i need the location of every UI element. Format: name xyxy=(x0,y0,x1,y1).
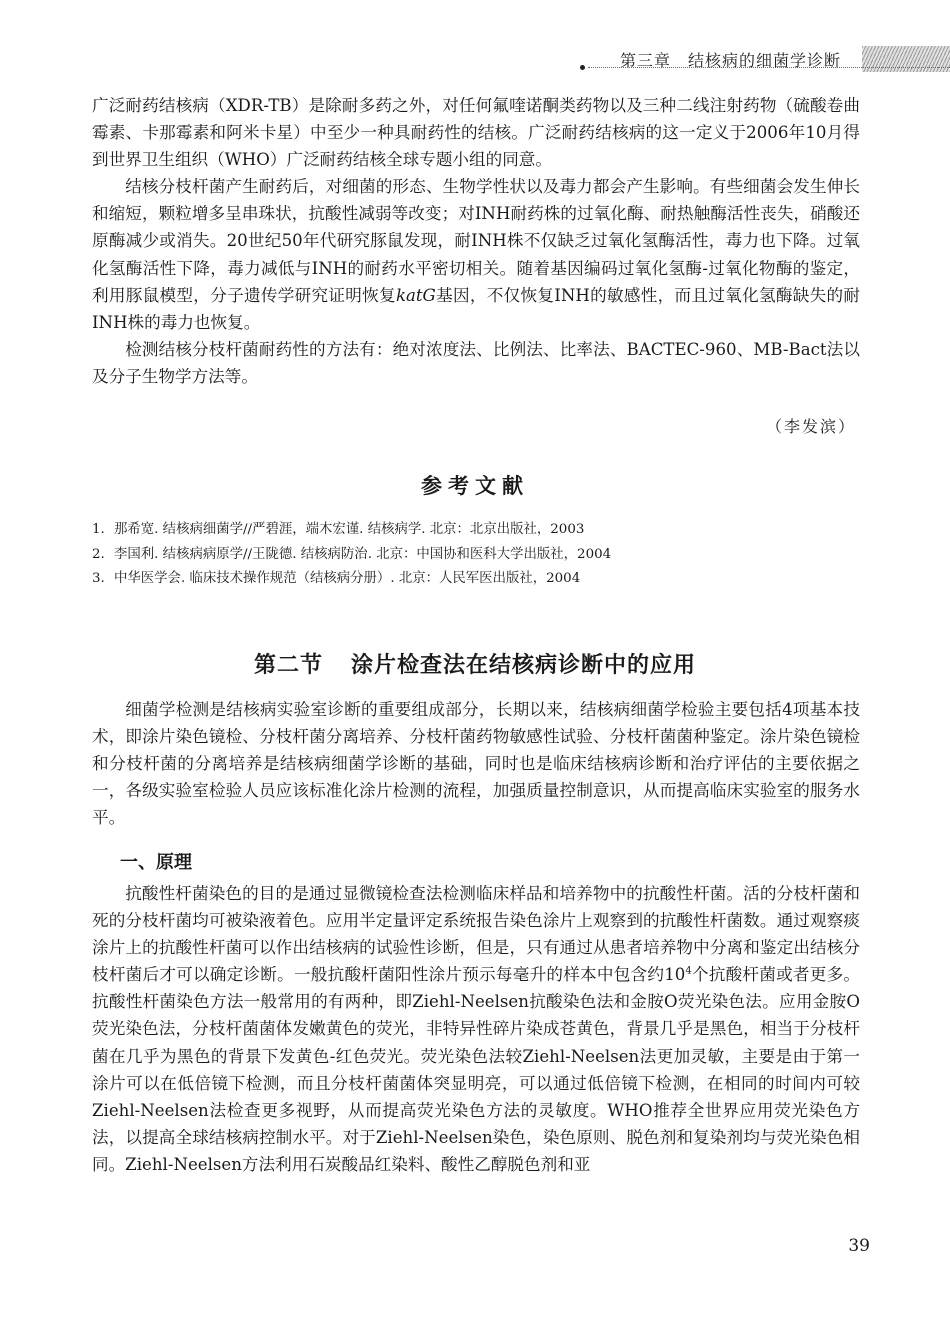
paragraph-text: 结核分枝杆菌产生耐药后，对细菌的形态、生物学性状以及毒力都会产生影响。有些细菌会发生伸长和缩短，颗粒增多呈串珠状，抗酸性减弱等改变；对INH耐药株的过氧化酶、耐热触酶活性丧失，硝酸还原酶减少或消失。20世纪50年代研究豚鼠发现，耐INH株不仅缺乏过氧化氢酶活性，毒力也下降。过氧化氢酶活性下降，毒力减低与INH的耐药水平密切相关。随着基因编码过氧化氢酶-过氧化物酶的鉴定，利用豚鼠模型，分子遗传学研究证明恢复 xyxy=(92,177,860,305)
paragraph-text: 抗酸性杆菌染色的目的是通过显微镜检查法检测临床样品和培养物中的抗酸性杆菌。活的分枝杆菌和死的分枝杆菌均可被染液着色。应用半定量评定系统报告染色涂片上观察到的抗酸性杆菌数。通过观察痰涂片上的抗酸性杆菌可以作出结核病的试验性诊断，但是，只有通过从患者培养物中分离和鉴定出结核分枝杆菌后才可以确定诊断。一般抗酸杆菌阳性涂片预示每毫升的样本中包含约10 xyxy=(92,884,860,985)
reference-item xyxy=(92,567,860,592)
paragraph-principle xyxy=(92,880,860,1178)
superscript-exponent: 4 xyxy=(685,965,692,977)
reference-number: 3. xyxy=(92,571,105,586)
reference-number: 2. xyxy=(92,546,105,562)
paragraph-detection-methods: 检测结核分枝杆菌耐药性的方法有：绝对浓度法、比例法、比率法、BACTEC-960、MB-Bact法以及分子生物学方法等。 xyxy=(92,339,860,386)
reference-number: 1. xyxy=(92,522,105,537)
reference-item xyxy=(92,518,860,543)
section-intro-block xyxy=(92,696,860,831)
section-number: 第二节 xyxy=(253,653,323,678)
header-hatch-decoration xyxy=(862,46,950,72)
section-title: 涂片检查法在结核病诊断中的应用 xyxy=(351,653,697,678)
header-bullet-dot xyxy=(580,65,585,70)
paragraph-text: 个抗酸杆菌或者更多。抗酸性杆菌染色方法一般常用的有两种，即Ziehl-Neelsen抗酸染色法和金胺O荧光染色法。应用金胺O荧光染色法，分枝杆菌菌体发嫩黄色的荧光，非特异性碎片染成苍黄色，背景几乎是黑色，相当于分枝杆菌在几乎为黑色的背景下发黄色-红色荧光。荧光染色法较Ziehl-Neelsen法更加灵敏，主要是由于第一涂片可以在低倍镜下检测，而且分枝杆菌菌体突显明亮，可以通过低倍镜下检测，在相同的时间内可较Ziehl-Neelsen法检查更多视野，从而提高荧光染色方法的灵敏度。WHO推荐全世界应用荧光染色方法，以提高全球结核病控制水平。对于Ziehl-Neelsen染色，染色原则、脱色剂和复染剂均与荧光染色相同。Ziehl-Neelsen方法利用石炭酸品红染料、酸性乙醇脱色剂和亚 xyxy=(92,965,860,1174)
top-text-block xyxy=(92,92,860,390)
reference-item xyxy=(92,543,860,568)
chapter-title: 第三章 结核病的细菌学诊断 xyxy=(620,51,842,70)
subheading-principle: 一、原理 xyxy=(120,852,192,873)
running-header xyxy=(580,42,950,72)
section-heading xyxy=(0,648,950,679)
page-number: 39 xyxy=(848,1236,870,1256)
reference-text: 中华医学会. 临床技术操作规范（结核病分册）. 北京：人民军医出版社，2004 xyxy=(114,571,581,586)
principle-block xyxy=(92,880,860,1178)
paragraph-section-intro: 细菌学检测是结核病实验室诊断的重要组成部分，长期以来，结核病细菌学检验主要包括4项基本技术，即涂片染色镜检、分枝杆菌分离培养、分枝杆菌药物敏感性试验、分枝杆菌菌种鉴定。涂片染色镜检和分枝杆菌的分离培养是结核病细菌学诊断的基础，同时也是临床结核病诊断和治疗评估的主要依据之一，各级实验室检验人员应该标准化涂片检测的流程，加强质量控制意识，从而提高临床实验室的服务水平。 xyxy=(92,700,860,828)
paragraph-text: 基因，不仅恢复INH的敏感性，而且过氧化氢酶缺失的耐INH株的毒力也恢复。 xyxy=(92,285,861,332)
paragraph-xdr-tb: 广泛耐药结核病（XDR-TB）是除耐多药之外，对任何氟喹诺酮类药物以及三种二线注射药物（硫酸卷曲霉素、卡那霉素和阿米卡星）中至少一种具耐药性的结核。广泛耐药结核病的这一定义于2006年10月得到世界卫生组织（WHO）广泛耐药结核全球专题小组的同意。 xyxy=(92,96,860,170)
reference-text: 李国利. 结核病病原学//王陇德. 结核病防治. 北京：中国协和医科大学出版社，2004 xyxy=(114,546,612,562)
paragraph-drug-resistance-effects xyxy=(92,173,860,336)
references-list xyxy=(92,518,860,592)
header-dotted-rule xyxy=(588,67,950,68)
author-signature: （李发滨） xyxy=(765,417,856,436)
reference-text: 那希宽. 结核病细菌学//严碧涯，端木宏谨. 结核病学. 北京：北京出版社，2003 xyxy=(114,522,585,537)
gene-name: katG xyxy=(395,285,436,305)
references-heading: 参考文献 xyxy=(421,474,529,498)
